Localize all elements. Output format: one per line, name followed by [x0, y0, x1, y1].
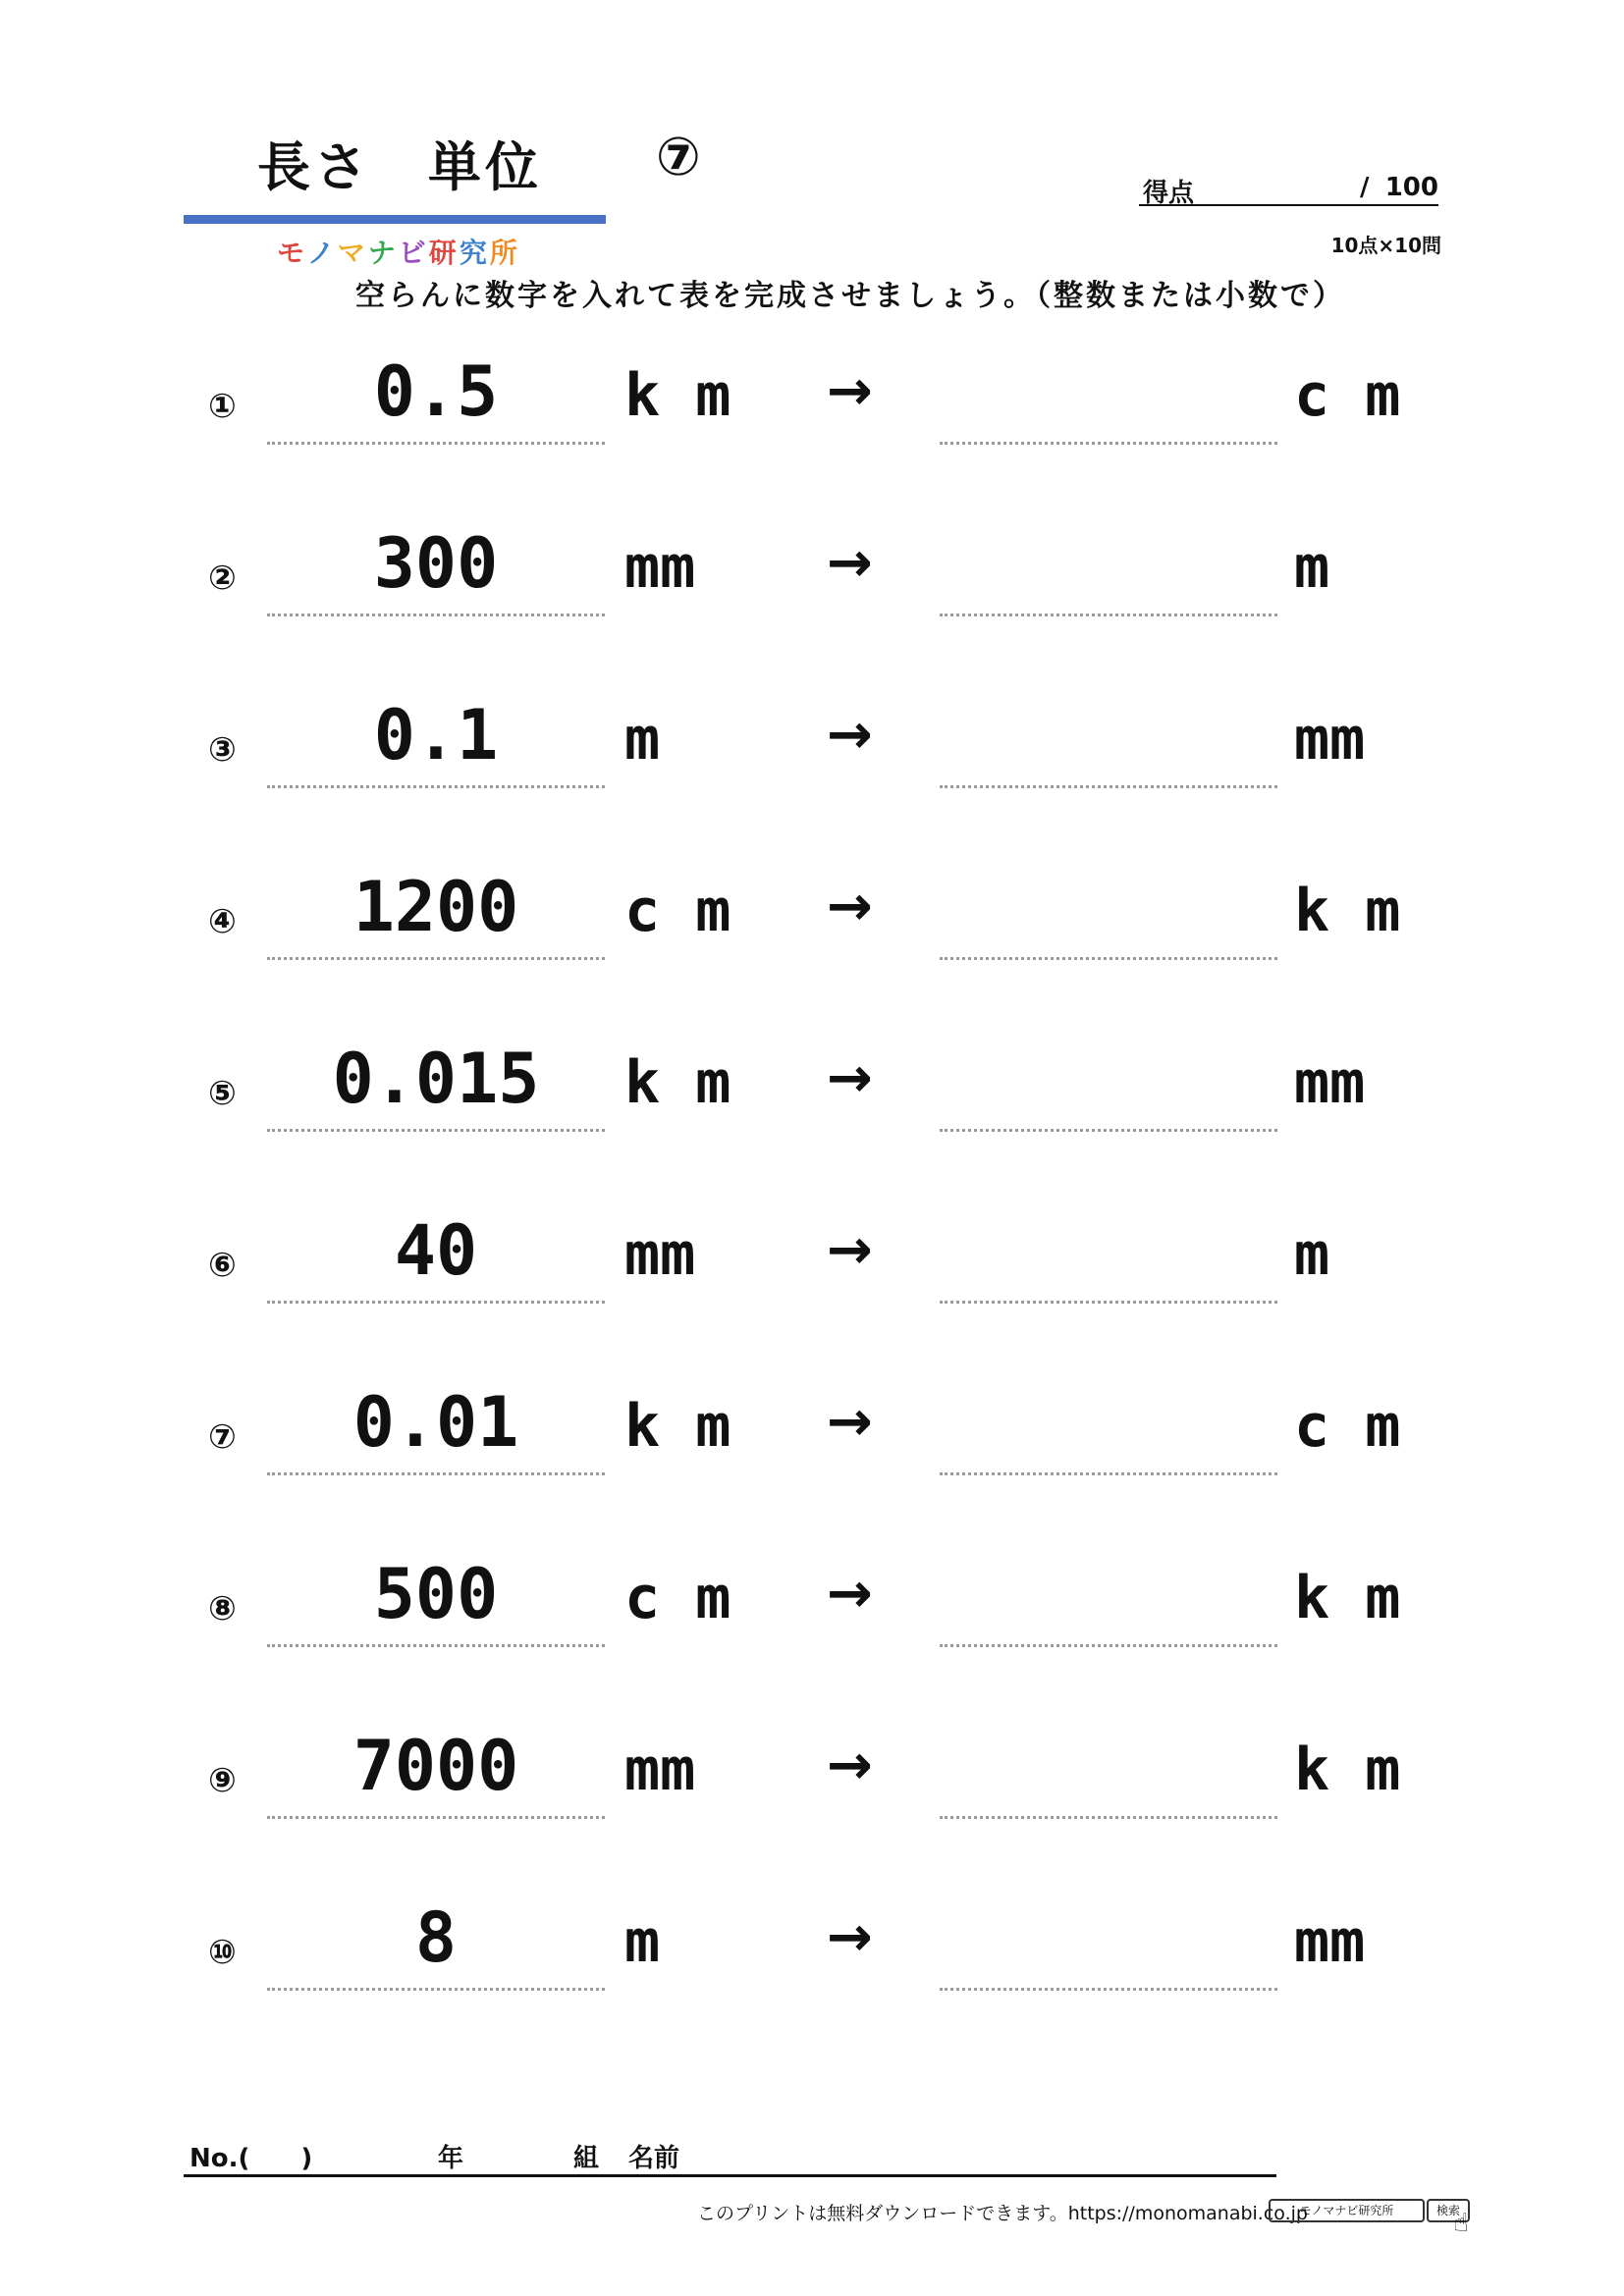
- search-box[interactable]: モノマナビ研究所: [1269, 2199, 1425, 2222]
- given-value: 0.01: [352, 1382, 519, 1463]
- score-field[interactable]: [1139, 173, 1438, 206]
- target-unit: k m: [1294, 877, 1401, 945]
- source-unit: k m: [624, 1392, 731, 1461]
- question-number: ⑧: [208, 1589, 237, 1629]
- answer-underline: [940, 1129, 1277, 1132]
- question-number: ①: [208, 387, 237, 426]
- value-underline: [267, 1644, 605, 1647]
- source-unit: mm: [624, 533, 696, 602]
- arrow-icon: →: [827, 875, 873, 938]
- answer-underline: [940, 957, 1277, 960]
- arrow-icon: →: [827, 531, 873, 595]
- answer-underline: [940, 1301, 1277, 1304]
- value-underline: [267, 1301, 605, 1304]
- question-row: [0, 689, 1624, 862]
- answer-blank[interactable]: [940, 1568, 1277, 1636]
- arrow-icon: →: [827, 1390, 873, 1454]
- arrow-icon: →: [827, 1218, 873, 1282]
- given-value: 300: [373, 523, 499, 604]
- given-value: 0.5: [373, 351, 499, 432]
- score-slash: /: [1360, 173, 1370, 202]
- instruction-text: 空らんに数字を入れて表を完成させましょう。（整数または小数で）: [355, 279, 1345, 313]
- question-number: ④: [208, 902, 237, 941]
- value-underline: [267, 442, 605, 445]
- value-underline: [267, 1988, 605, 1991]
- target-unit: m: [1294, 533, 1330, 602]
- question-row: [0, 346, 1624, 518]
- brand-logo: モノマナビ研究所: [277, 237, 520, 269]
- answer-blank[interactable]: [940, 709, 1277, 777]
- source-unit: k m: [624, 1048, 731, 1117]
- value-underline: [267, 1129, 605, 1132]
- question-row: [0, 1548, 1624, 1721]
- target-unit: m: [1294, 1220, 1330, 1289]
- question-number: ⑩: [208, 1933, 237, 1972]
- answer-underline: [940, 785, 1277, 788]
- target-unit: mm: [1294, 705, 1366, 774]
- answer-blank[interactable]: [940, 537, 1277, 606]
- score-label: 得点: [1143, 179, 1195, 208]
- answer-blank[interactable]: [940, 1052, 1277, 1121]
- answer-underline: [940, 1472, 1277, 1475]
- student-number-label: No.( ): [189, 2144, 313, 2173]
- answer-blank[interactable]: [940, 881, 1277, 949]
- given-value: 500: [373, 1554, 499, 1634]
- answer-underline: [940, 614, 1277, 616]
- given-value: 40: [394, 1210, 478, 1291]
- source-unit: c m: [624, 877, 731, 945]
- target-unit: c m: [1294, 1392, 1401, 1461]
- answer-blank[interactable]: [940, 1396, 1277, 1465]
- answer-blank[interactable]: [940, 365, 1277, 434]
- value-underline: [267, 957, 605, 960]
- answer-blank[interactable]: [940, 1224, 1277, 1293]
- question-number: ⑥: [208, 1246, 237, 1285]
- source-unit: k m: [624, 361, 731, 430]
- arrow-icon: →: [827, 1734, 873, 1797]
- value-underline: [267, 614, 605, 616]
- value-underline: [267, 1816, 605, 1819]
- answer-underline: [940, 1988, 1277, 1991]
- class-label: 組: [573, 2144, 600, 2173]
- answer-blank[interactable]: [940, 1739, 1277, 1808]
- given-value: 8: [414, 1897, 458, 1978]
- source-unit: mm: [624, 1220, 696, 1289]
- arrow-icon: →: [827, 359, 873, 423]
- source-unit: c m: [624, 1564, 731, 1632]
- arrow-icon: →: [827, 1046, 873, 1110]
- arrow-icon: →: [827, 1562, 873, 1626]
- question-row: [0, 1204, 1624, 1377]
- search-button[interactable]: 検索: [1427, 2199, 1470, 2222]
- target-unit: mm: [1294, 1907, 1366, 1976]
- question-row: [0, 1720, 1624, 1893]
- target-unit: k m: [1294, 1735, 1401, 1804]
- pointer-hand-icon: ☝: [1453, 2209, 1469, 2238]
- question-row: [0, 517, 1624, 690]
- given-value: 0.1: [373, 695, 499, 775]
- answer-underline: [940, 1644, 1277, 1647]
- given-value: 0.015: [332, 1039, 540, 1119]
- question-row: [0, 1376, 1624, 1549]
- question-number: ③: [208, 730, 237, 770]
- arrow-icon: →: [827, 703, 873, 767]
- given-value: 7000: [352, 1726, 519, 1806]
- question-row: [0, 861, 1624, 1034]
- source-unit: m: [624, 705, 661, 774]
- year-label: 年: [438, 2144, 464, 2173]
- answer-blank[interactable]: [940, 1911, 1277, 1980]
- download-note: このプリントは無料ダウンロードできます。https://monomanabi.co.jp: [697, 2203, 1308, 2224]
- title-underline: [184, 215, 606, 224]
- name-line[interactable]: [184, 2174, 1276, 2177]
- score-total: 100: [1384, 173, 1438, 202]
- target-unit: k m: [1294, 1564, 1401, 1632]
- target-unit: mm: [1294, 1048, 1366, 1117]
- question-number: ②: [208, 559, 237, 598]
- page-title: 長さ 単位: [257, 136, 542, 198]
- value-underline: [267, 1472, 605, 1475]
- answer-underline: [940, 1816, 1277, 1819]
- source-unit: mm: [624, 1735, 696, 1804]
- question-row: [0, 1892, 1624, 2064]
- question-number: ⑦: [208, 1417, 237, 1457]
- arrow-icon: →: [827, 1905, 873, 1969]
- source-unit: m: [624, 1907, 661, 1976]
- question-number: ⑤: [208, 1074, 237, 1113]
- given-value: 1200: [352, 867, 519, 947]
- target-unit: c m: [1294, 361, 1401, 430]
- points-info: 10点×10問: [1330, 234, 1441, 257]
- name-label: 名前: [628, 2144, 680, 2173]
- worksheet-number: ⑦: [656, 126, 701, 187]
- question-row: [0, 1033, 1624, 1205]
- answer-underline: [940, 442, 1277, 445]
- value-underline: [267, 785, 605, 788]
- question-number: ⑨: [208, 1761, 237, 1800]
